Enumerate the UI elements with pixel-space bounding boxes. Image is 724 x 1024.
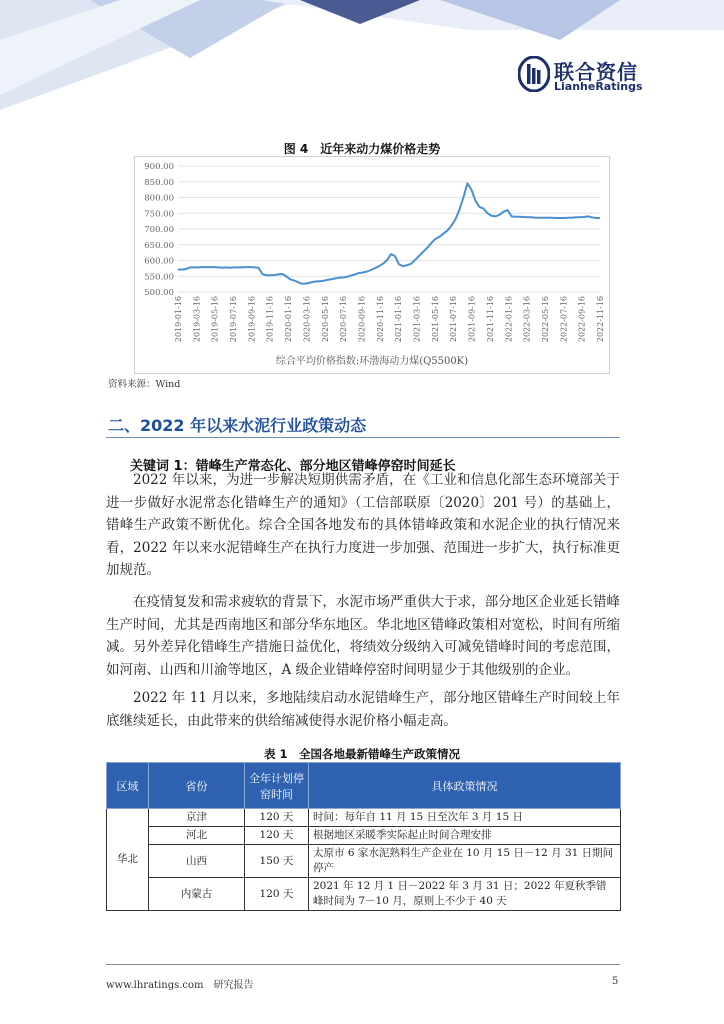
- section-divider: [106, 437, 620, 438]
- footer-divider: [106, 964, 620, 965]
- figure-source: 资料来源：Wind: [108, 379, 181, 390]
- section-title: 二、2022 年以来水泥行业政策动态: [108, 416, 367, 435]
- paragraph-1: 2022 年以来，为进一步解决短期供需矛盾，在《工业和信息化部生态环境部关于进一步做好水泥常态化错峰生产的通知》（工信部联原〔2020〕201 号）的基础上，错峰生产政策不断优化。综合全国各地发布的具体错峰政策和水泥企业的执行情况来看，2022 年以来水泥错峰生产在执行力度进一步加强、范围进一步扩大，执行标准更加规范。: [106, 472, 620, 578]
- x-tick-label: 2022-05-16: [540, 296, 550, 343]
- province-cell: 河北: [149, 827, 245, 845]
- y-tick-label: 600.00: [144, 256, 174, 267]
- keyword-heading: 关键词 1：错峰生产常态化、部分地区错峰停窑时间延长: [130, 459, 456, 474]
- x-tick-label: 2020-07-16: [339, 296, 349, 343]
- chart-legend: 综合平均价格指数:环渤海动力煤(Q5500K): [275, 356, 469, 367]
- footer-site: www.lhratings.com 研究报告: [106, 980, 254, 991]
- x-tick-label: 2021-11-16: [485, 296, 495, 343]
- policy-table: [106, 762, 621, 911]
- days-cell: 120 天: [245, 809, 309, 827]
- table-row: [107, 809, 621, 827]
- y-tick-label: 800.00: [144, 193, 174, 204]
- y-tick-label: 850.00: [144, 177, 174, 188]
- col-header-days: 全年计划停窑时间: [245, 763, 309, 809]
- x-tick-label: 2022-09-16: [577, 296, 587, 343]
- paragraph-3: 2022 年 11 月以来，多地陆续启动水泥错峰生产，部分地区错峰生产时间较上年底继续延长，由此带来的供给缩减使得水泥价格小幅走高。: [106, 690, 620, 729]
- y-tick-label: 750.00: [144, 209, 174, 220]
- paragraph-2: 在疫情复发和需求疲软的背景下，水泥市场严重供大于求，部分地区企业延长错峰生产时间，尤其是西南地区和部分华东地区。华北地区错峰政策相对宽松，时间有所缩减。另外差异化错峰生产措施日益优化，将绩效分级纳入可减免错峰时间的考虑范围，如河南、山西和川渝等地区，A 级企业错峰停窑时间明显少于其他级别的企业。: [106, 594, 620, 678]
- y-tick-label: 550.00: [144, 272, 174, 283]
- x-tick-label: 2021-09-16: [467, 296, 477, 343]
- y-tick-labels: [144, 162, 174, 298]
- days-cell: 120 天: [245, 878, 309, 911]
- company-logo: [518, 56, 698, 96]
- figure-title: 图 4 近年来动力煤价格走势: [283, 142, 441, 156]
- policy-cell: 2021 年 12 月 1 日－2022 年 3 月 31 日；2022 年夏秋季错峰时间为 7－10 月，原则上不少于 40 天: [309, 878, 621, 911]
- policy-cell: 时间：每年自 11 月 15 日至次年 3 月 15 日: [309, 809, 621, 827]
- table-row: [107, 878, 621, 911]
- policy-cell: 太原市 6 家水泥熟料生产企业在 10 月 15 日－12 月 31 日期间停产: [309, 845, 621, 878]
- coal-price-chart: [134, 156, 610, 374]
- x-tick-label: 2019-01-16: [174, 296, 183, 343]
- x-tick-label: 2020-01-16: [284, 296, 294, 343]
- y-tick-label: 900.00: [144, 162, 174, 172]
- col-header-policy: 具体政策情况: [309, 763, 621, 809]
- days-cell: 120 天: [245, 827, 309, 845]
- x-tick-label: 2019-07-16: [229, 296, 239, 343]
- x-tick-label: 2022-11-16: [596, 296, 605, 343]
- x-tick-label: 2022-07-16: [559, 296, 569, 343]
- x-tick-label: 2021-07-16: [449, 296, 459, 343]
- logo-text-cn: 联合资信: [554, 60, 638, 84]
- x-tick-label: 2020-11-16: [375, 296, 385, 343]
- policy-cell: 根据地区采暖季实际起止时间合理安排: [309, 827, 621, 845]
- x-tick-label: 2019-05-16: [210, 296, 220, 343]
- x-tick-label: 2021-05-16: [430, 296, 440, 343]
- table-row: [107, 827, 621, 845]
- logo-text-en: LianheRatings: [554, 80, 643, 93]
- province-cell: 京津: [149, 809, 245, 827]
- x-tick-label: 2022-01-16: [504, 296, 514, 343]
- x-tick-label: 2021-03-16: [412, 296, 422, 343]
- table-title: 表 1 全国各地最新错峰生产政策情况: [263, 747, 460, 761]
- x-tick-label: 2020-03-16: [302, 296, 312, 343]
- x-tick-label: 2019-03-16: [192, 296, 202, 343]
- chart-frame: [135, 157, 610, 374]
- y-tick-label: 700.00: [144, 225, 174, 235]
- table-row: [107, 845, 621, 878]
- days-cell: 150 天: [245, 845, 309, 878]
- province-cell: 山西: [149, 845, 245, 878]
- col-header-province: 省份: [149, 763, 245, 809]
- col-header-region: 区域: [107, 763, 149, 809]
- x-tick-label: 2020-09-16: [357, 296, 367, 343]
- province-cell: 内蒙古: [149, 878, 245, 911]
- table-header-row: [107, 763, 621, 809]
- y-tick-label: 500.00: [144, 288, 174, 298]
- page-number: 5: [612, 976, 619, 987]
- y-tick-label: 650.00: [144, 240, 174, 251]
- x-tick-label: 2020-05-16: [320, 296, 330, 343]
- x-tick-label: 2019-11-16: [265, 296, 275, 343]
- x-tick-label: 2021-01-16: [394, 296, 404, 343]
- region-cell: 华北: [107, 809, 149, 911]
- logo-mark-icon: [518, 56, 550, 92]
- x-tick-label: 2019-09-16: [247, 296, 257, 343]
- x-tick-label: 2022-03-16: [522, 296, 532, 343]
